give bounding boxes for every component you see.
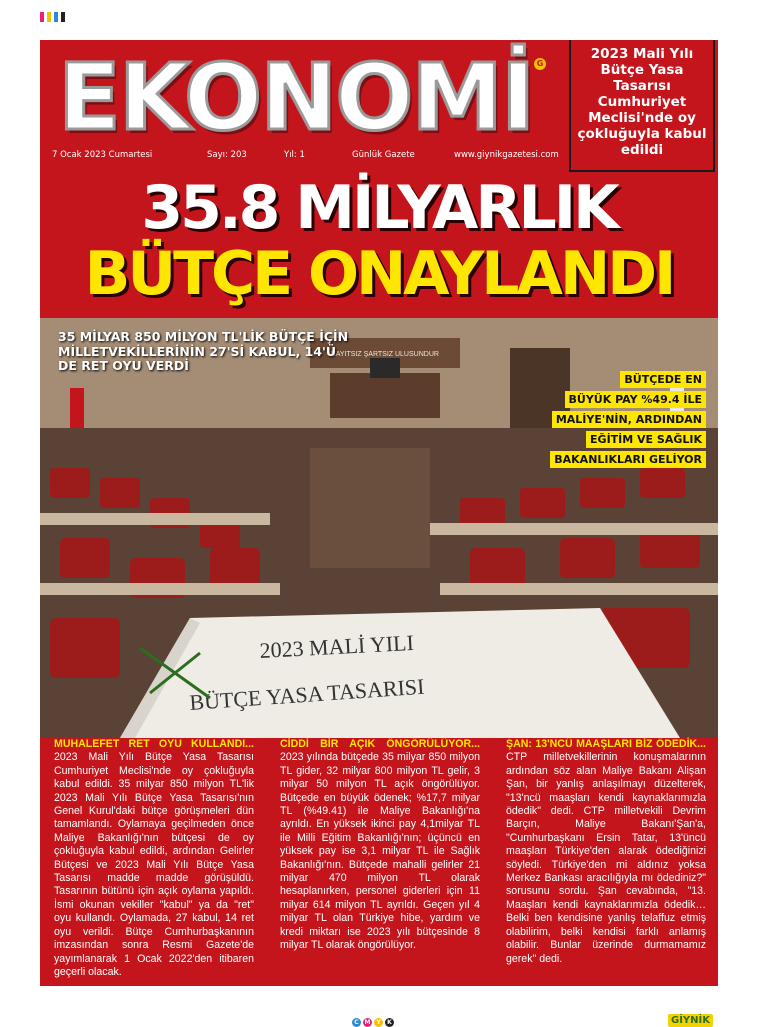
cmyk-color-marks	[352, 1018, 394, 1027]
highlight-callout	[536, 371, 706, 471]
cyan-mark: C	[352, 1018, 361, 1027]
main-headline-line2: BÜTÇE ONAYLANDI	[84, 239, 674, 309]
highlight-line: BÜYÜK PAY %49.4 İLE	[565, 391, 706, 408]
issue-year: Yıl: 1	[284, 150, 305, 160]
article-body: CTP milletvekillerinin konuşmalarının ardından söz alan Maliye Bakanı Alişan Şan, bir yanlış anlaşılmayı düzelterek, "13'ncü maaşları kendi kaynaklarımızla ödedik" dedi. CTP milletvekili Devrim Barçın, Maliye Bakanı'Şan'a, "Cumhurbaşkanı Ersin Tatar, 13'üncü maaşları Türkiye'den alarak ödediğinizi söyledi. Türkiye'den mi aldınız yoksa Merkez Bankası aracılığıyla mı ödediniz?" sorusunu sordu. Şan cevabında, "13. Maaşları kendi kaynaklarımızla ödedik… Belki ben kendisine yanlış telaffuz etmiş olabilirim, belki kendisi farklı anlamış olabilir. Bunlar üzerinde durmamamız gerek" dedi.	[506, 751, 706, 965]
registration-marks	[40, 12, 65, 22]
highlight-line: EĞİTİM VE SAĞLIK	[586, 431, 706, 448]
black-mark: K	[385, 1018, 394, 1027]
article-columns	[54, 738, 704, 980]
magenta-mark: M	[364, 1019, 371, 1026]
article-column-3	[506, 738, 706, 980]
article-lead: MUHALEFET RET OYU KULLANDI...	[54, 738, 254, 750]
issue-number: Sayı: 203	[207, 150, 247, 160]
article-lead: ŞAN: 13'NCÜ MAAŞLARI BİZ ÖDEDİK...	[506, 738, 706, 750]
highlight-line: BÜTÇEDE EN	[620, 371, 706, 388]
masthead-logo-mark: G	[534, 58, 546, 70]
highlight-line: BAKANLIKLARI GELİYOR	[550, 451, 706, 468]
article-column-1	[54, 738, 254, 980]
side-news-box	[569, 40, 715, 172]
article-body: 2023 yılında bütçede 35 milyar 850 milyon TL gider, 32 milyar 800 milyon TL gelir, 3 milyar 50 milyon TL açık öngörülüyor. Bütçede en büyük ödenek; %17,7 milyar TL (%49.41) ile Maliye Bakanlığı'na ayrıldı. En yüksek ikinci pay 4,1milyar TL ile Milli Eğitim Bakanlığı'nın; üçüncü en yüksek pay ise 3,1 milyar TL ile Sağlık Bakanlığı'nın. Bütçede mahalli gelirler 21 milyar 470 milyon TL olarak hesaplanırken, personel giderleri için 11 milyar 614 milyon TL ayrıldı. Geçen yıl 4 milyar TL olan Türkiye hibe, yardım ve kredi miktarı ise 2023 yılı bütçesinde 8 milyar TL olarak öngörülüyor.	[280, 751, 480, 952]
masthead-info-bar	[52, 150, 559, 164]
article-column-2	[280, 738, 480, 980]
wall-inscription: KAYITSIZ ŞARTSIZ ULUSUNDUR	[331, 351, 439, 358]
document-title-line1: 2023 MALİ YILI	[258, 629, 415, 663]
front-page	[40, 40, 718, 986]
masthead-title: EKONOMİ	[58, 44, 534, 151]
website-link[interactable]: www.giynikgazetesi.com	[454, 150, 559, 160]
document-title-line2: BÜTÇE YASA TASARISI	[188, 673, 426, 715]
subheadline: 35 MİLYAR 850 MİLYON TL'LİK BÜTÇE İÇİN MİLLETVEKİLLERİNİN 27'Sİ KABUL, 14'Ü DE RET OYU VERDİ	[58, 329, 349, 373]
highlight-line: MALİYE'NİN, ARDINDAN	[552, 411, 706, 428]
yellow-mark: Y	[374, 1018, 383, 1027]
article-body: 2023 Mali Yılı Bütçe Yasa Tasarısı Cumhuriyet Meclisi'nde oy çokluğuyla kabul edildi. 35 milyar 850 milyon TL'lik 2023 Mali Yılı Bütçe Yasa Tasarısı'nın Genel Kurul'daki bütçe görüşmeleri dün tamamlandı. Oylamaya geçilmeden önce Maliye Bakanlığı'nın bütçesi de oy çokluğuyla kabul edildi, ardından Gelirler Bütçesi ve 2023 Mali Yılı Bütçe Yasa Tasarısı madde madde görüşüldü. Tasarının bütünü için açık oylama yapıldı. İsmi okunan vekiller "kabul" ya da "ret" oyu kullandı. Oylamada, 27 kabul, 14 ret oyu verildi. Bütçe Cumhurbaşkanının imzasından sonra Resmi Gazete'de yayımlanarak 1 Ocak 2022'den itibaren geçerli olacak.	[54, 751, 254, 978]
issue-date: 7 Ocak 2023 Cumartesi	[52, 150, 153, 160]
article-lead: CİDDİ BİR AÇIK ÖNGÖRÜLÜYOR...	[280, 738, 480, 750]
side-news-text: 2023 Mali Yılı Bütçe Yasa Tasarısı Cumhuriyet Meclisi'nde oy çokluğuyla kabul edildi	[577, 46, 707, 158]
issue-frequency: Günlük Gazete	[352, 150, 415, 160]
brand-logo: GİYNİK	[668, 1014, 713, 1027]
main-headline-line1: 35.8 MİLYARLIK	[141, 173, 617, 243]
